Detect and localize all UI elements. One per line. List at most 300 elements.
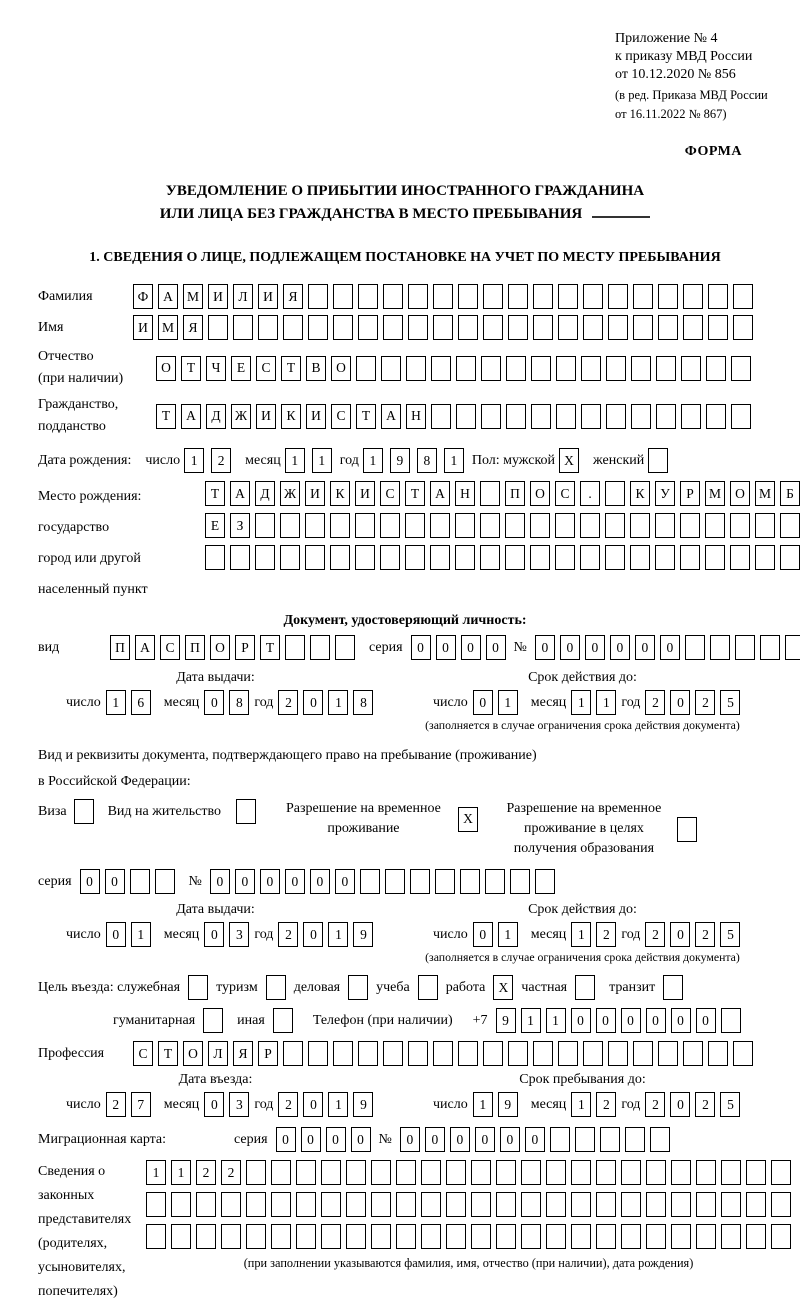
- char-cell[interactable]: 0: [106, 922, 126, 947]
- char-cell[interactable]: [321, 1224, 341, 1249]
- char-cell[interactable]: [460, 869, 480, 894]
- char-cell[interactable]: 8: [353, 690, 373, 715]
- char-cell[interactable]: [333, 284, 353, 309]
- char-cell[interactable]: [780, 545, 800, 570]
- char-cell[interactable]: Л: [208, 1041, 228, 1066]
- char-cell[interactable]: [433, 315, 453, 340]
- char-cell[interactable]: [171, 1224, 191, 1249]
- iddoc-kind-cells[interactable]: [110, 635, 355, 660]
- char-cell[interactable]: З: [230, 513, 250, 538]
- char-cell[interactable]: [246, 1160, 266, 1185]
- char-cell[interactable]: [600, 1127, 620, 1152]
- char-cell[interactable]: [583, 315, 603, 340]
- char-cell[interactable]: [155, 869, 175, 894]
- char-cell[interactable]: [380, 545, 400, 570]
- char-cell[interactable]: Б: [780, 481, 800, 506]
- char-cell[interactable]: И: [256, 404, 276, 429]
- char-cell[interactable]: 0: [326, 1127, 346, 1152]
- char-cell[interactable]: 7: [131, 1092, 151, 1117]
- char-cell[interactable]: О: [730, 481, 750, 506]
- char-cell[interactable]: [371, 1192, 391, 1217]
- char-cell[interactable]: [546, 1224, 566, 1249]
- char-cell[interactable]: 2: [645, 690, 665, 715]
- char-cell[interactable]: [731, 404, 751, 429]
- char-cell[interactable]: [596, 1224, 616, 1249]
- char-cell[interactable]: [360, 869, 380, 894]
- char-cell[interactable]: [658, 284, 678, 309]
- resdoc-number-cells[interactable]: [210, 869, 555, 894]
- char-cell[interactable]: [571, 1224, 591, 1249]
- char-cell[interactable]: [246, 1224, 266, 1249]
- char-cell[interactable]: [310, 635, 330, 660]
- char-cell[interactable]: [508, 284, 528, 309]
- char-cell[interactable]: 1: [184, 448, 204, 473]
- char-cell[interactable]: [630, 545, 650, 570]
- char-cell[interactable]: 0: [276, 1127, 296, 1152]
- char-cell[interactable]: [458, 1041, 478, 1066]
- char-cell[interactable]: [385, 869, 405, 894]
- char-cell[interactable]: [521, 1224, 541, 1249]
- stay-year-cells[interactable]: [645, 1092, 740, 1117]
- char-cell[interactable]: [683, 1041, 703, 1066]
- char-cell[interactable]: 0: [486, 635, 506, 660]
- char-cell[interactable]: А: [181, 404, 201, 429]
- char-cell[interactable]: Е: [231, 356, 251, 381]
- purpose-private-checkbox[interactable]: [575, 975, 595, 1000]
- char-cell[interactable]: [730, 545, 750, 570]
- char-cell[interactable]: [446, 1224, 466, 1249]
- char-cell[interactable]: [530, 513, 550, 538]
- stay-month-cells[interactable]: [571, 1092, 616, 1117]
- purpose-humanitarian-checkbox[interactable]: [203, 1008, 223, 1033]
- char-cell[interactable]: 0: [310, 869, 330, 894]
- char-cell[interactable]: И: [305, 481, 325, 506]
- char-cell[interactable]: [658, 315, 678, 340]
- char-cell[interactable]: [421, 1224, 441, 1249]
- char-cell[interactable]: С: [133, 1041, 153, 1066]
- char-cell[interactable]: [650, 1127, 670, 1152]
- char-cell[interactable]: 0: [351, 1127, 371, 1152]
- char-cell[interactable]: [255, 513, 275, 538]
- char-cell[interactable]: [221, 1192, 241, 1217]
- patronymic-cells[interactable]: [156, 356, 751, 381]
- char-cell[interactable]: 1: [328, 1092, 348, 1117]
- char-cell[interactable]: 0: [670, 690, 690, 715]
- char-cell[interactable]: [435, 869, 455, 894]
- char-cell[interactable]: 0: [670, 1092, 690, 1117]
- char-cell[interactable]: 0: [560, 635, 580, 660]
- char-cell[interactable]: Р: [680, 481, 700, 506]
- char-cell[interactable]: [506, 356, 526, 381]
- char-cell[interactable]: [308, 284, 328, 309]
- char-cell[interactable]: 0: [301, 1127, 321, 1152]
- char-cell[interactable]: [658, 1041, 678, 1066]
- char-cell[interactable]: 0: [450, 1127, 470, 1152]
- char-cell[interactable]: [246, 1192, 266, 1217]
- char-cell[interactable]: [556, 404, 576, 429]
- char-cell[interactable]: [458, 315, 478, 340]
- char-cell[interactable]: [746, 1192, 766, 1217]
- char-cell[interactable]: [546, 1192, 566, 1217]
- iddoc-series-cells[interactable]: [411, 635, 506, 660]
- visa-checkbox[interactable]: [74, 799, 94, 824]
- char-cell[interactable]: 8: [229, 690, 249, 715]
- char-cell[interactable]: 9: [498, 1092, 518, 1117]
- char-cell[interactable]: [171, 1192, 191, 1217]
- char-cell[interactable]: [471, 1224, 491, 1249]
- char-cell[interactable]: Д: [255, 481, 275, 506]
- char-cell[interactable]: К: [630, 481, 650, 506]
- char-cell[interactable]: [305, 545, 325, 570]
- char-cell[interactable]: 0: [475, 1127, 495, 1152]
- char-cell[interactable]: 0: [335, 869, 355, 894]
- char-cell[interactable]: 0: [436, 635, 456, 660]
- char-cell[interactable]: [480, 481, 500, 506]
- char-cell[interactable]: 9: [390, 448, 410, 473]
- char-cell[interactable]: 0: [596, 1008, 616, 1033]
- char-cell[interactable]: [535, 869, 555, 894]
- char-cell[interactable]: И: [306, 404, 326, 429]
- char-cell[interactable]: [605, 513, 625, 538]
- char-cell[interactable]: М: [158, 315, 178, 340]
- char-cell[interactable]: [483, 315, 503, 340]
- char-cell[interactable]: Т: [281, 356, 301, 381]
- char-cell[interactable]: [746, 1224, 766, 1249]
- char-cell[interactable]: 0: [400, 1127, 420, 1152]
- char-cell[interactable]: [721, 1008, 741, 1033]
- char-cell[interactable]: [533, 1041, 553, 1066]
- temp-permit-edu-checkbox[interactable]: [677, 817, 697, 842]
- citizenship-cells[interactable]: [156, 404, 751, 429]
- char-cell[interactable]: 0: [204, 922, 224, 947]
- char-cell[interactable]: [608, 315, 628, 340]
- char-cell[interactable]: [721, 1224, 741, 1249]
- char-cell[interactable]: 0: [80, 869, 100, 894]
- char-cell[interactable]: [330, 545, 350, 570]
- char-cell[interactable]: [346, 1160, 366, 1185]
- char-cell[interactable]: [421, 1160, 441, 1185]
- char-cell[interactable]: Т: [405, 481, 425, 506]
- char-cell[interactable]: [408, 315, 428, 340]
- char-cell[interactable]: [633, 315, 653, 340]
- char-cell[interactable]: [431, 404, 451, 429]
- char-cell[interactable]: 0: [635, 635, 655, 660]
- char-cell[interactable]: 1: [146, 1160, 166, 1185]
- reps-row1-cells[interactable]: [146, 1160, 791, 1185]
- char-cell[interactable]: 1: [521, 1008, 541, 1033]
- char-cell[interactable]: Д: [206, 404, 226, 429]
- temp-permit-checkbox[interactable]: X: [458, 807, 478, 832]
- char-cell[interactable]: [558, 1041, 578, 1066]
- char-cell[interactable]: [356, 356, 376, 381]
- char-cell[interactable]: 0: [303, 690, 323, 715]
- char-cell[interactable]: У: [655, 481, 675, 506]
- char-cell[interactable]: В: [306, 356, 326, 381]
- char-cell[interactable]: А: [230, 481, 250, 506]
- char-cell[interactable]: [481, 404, 501, 429]
- char-cell[interactable]: 0: [461, 635, 481, 660]
- char-cell[interactable]: [358, 284, 378, 309]
- entry-day-cells[interactable]: [106, 1092, 151, 1117]
- char-cell[interactable]: [631, 356, 651, 381]
- char-cell[interactable]: [431, 356, 451, 381]
- purpose-official-checkbox[interactable]: [188, 975, 208, 1000]
- char-cell[interactable]: [321, 1160, 341, 1185]
- char-cell[interactable]: 0: [610, 635, 630, 660]
- resdoc-issue-year-cells[interactable]: [278, 922, 373, 947]
- char-cell[interactable]: [421, 1192, 441, 1217]
- char-cell[interactable]: Ж: [280, 481, 300, 506]
- char-cell[interactable]: [130, 869, 150, 894]
- char-cell[interactable]: Т: [205, 481, 225, 506]
- char-cell[interactable]: Н: [455, 481, 475, 506]
- char-cell[interactable]: [621, 1224, 641, 1249]
- char-cell[interactable]: 0: [585, 635, 605, 660]
- char-cell[interactable]: 3: [229, 922, 249, 947]
- char-cell[interactable]: 1: [328, 690, 348, 715]
- char-cell[interactable]: 8: [417, 448, 437, 473]
- char-cell[interactable]: 0: [500, 1127, 520, 1152]
- iddoc-issue-year-cells[interactable]: [278, 690, 373, 715]
- char-cell[interactable]: [608, 1041, 628, 1066]
- char-cell[interactable]: [605, 545, 625, 570]
- char-cell[interactable]: [621, 1192, 641, 1217]
- char-cell[interactable]: [521, 1192, 541, 1217]
- char-cell[interactable]: [655, 545, 675, 570]
- char-cell[interactable]: Я: [233, 1041, 253, 1066]
- char-cell[interactable]: [308, 315, 328, 340]
- char-cell[interactable]: [655, 513, 675, 538]
- entry-month-cells[interactable]: [204, 1092, 249, 1117]
- phone-cells[interactable]: [496, 1008, 741, 1033]
- char-cell[interactable]: [533, 315, 553, 340]
- char-cell[interactable]: С: [160, 635, 180, 660]
- resdoc-expiry-month-cells[interactable]: [571, 922, 616, 947]
- char-cell[interactable]: [481, 356, 501, 381]
- char-cell[interactable]: [683, 284, 703, 309]
- char-cell[interactable]: И: [208, 284, 228, 309]
- char-cell[interactable]: 0: [204, 1092, 224, 1117]
- char-cell[interactable]: [483, 1041, 503, 1066]
- char-cell[interactable]: 1: [444, 448, 464, 473]
- char-cell[interactable]: 0: [204, 690, 224, 715]
- char-cell[interactable]: [583, 284, 603, 309]
- char-cell[interactable]: 1: [498, 922, 518, 947]
- char-cell[interactable]: [696, 1224, 716, 1249]
- char-cell[interactable]: К: [281, 404, 301, 429]
- char-cell[interactable]: 2: [278, 922, 298, 947]
- char-cell[interactable]: 5: [720, 922, 740, 947]
- char-cell[interactable]: И: [133, 315, 153, 340]
- birth-year-cells[interactable]: [363, 448, 464, 473]
- char-cell[interactable]: 0: [303, 922, 323, 947]
- char-cell[interactable]: 1: [596, 690, 616, 715]
- char-cell[interactable]: [708, 315, 728, 340]
- char-cell[interactable]: [685, 635, 705, 660]
- char-cell[interactable]: [146, 1224, 166, 1249]
- char-cell[interactable]: [383, 1041, 403, 1066]
- char-cell[interactable]: [646, 1160, 666, 1185]
- char-cell[interactable]: 1: [571, 1092, 591, 1117]
- char-cell[interactable]: 2: [695, 922, 715, 947]
- char-cell[interactable]: [255, 545, 275, 570]
- iddoc-expiry-year-cells[interactable]: [645, 690, 740, 715]
- birth-day-cells[interactable]: [184, 448, 231, 473]
- char-cell[interactable]: [483, 284, 503, 309]
- char-cell[interactable]: 1: [285, 448, 305, 473]
- iddoc-issue-day-cells[interactable]: [106, 690, 151, 715]
- surname-cells[interactable]: [133, 284, 753, 309]
- char-cell[interactable]: [221, 1224, 241, 1249]
- char-cell[interactable]: [708, 284, 728, 309]
- char-cell[interactable]: 1: [171, 1160, 191, 1185]
- char-cell[interactable]: [280, 513, 300, 538]
- purpose-business-checkbox[interactable]: [348, 975, 368, 1000]
- char-cell[interactable]: [531, 404, 551, 429]
- char-cell[interactable]: [346, 1224, 366, 1249]
- char-cell[interactable]: [731, 356, 751, 381]
- char-cell[interactable]: 9: [496, 1008, 516, 1033]
- char-cell[interactable]: 0: [660, 635, 680, 660]
- char-cell[interactable]: [555, 545, 575, 570]
- char-cell[interactable]: [205, 545, 225, 570]
- stay-day-cells[interactable]: [473, 1092, 518, 1117]
- char-cell[interactable]: [446, 1160, 466, 1185]
- char-cell[interactable]: [531, 356, 551, 381]
- char-cell[interactable]: О: [331, 356, 351, 381]
- reps-row2-cells[interactable]: [146, 1192, 791, 1217]
- char-cell[interactable]: А: [135, 635, 155, 660]
- char-cell[interactable]: [446, 1192, 466, 1217]
- char-cell[interactable]: [696, 1192, 716, 1217]
- char-cell[interactable]: 0: [260, 869, 280, 894]
- char-cell[interactable]: [430, 513, 450, 538]
- char-cell[interactable]: Н: [406, 404, 426, 429]
- char-cell[interactable]: [656, 404, 676, 429]
- char-cell[interactable]: [433, 1041, 453, 1066]
- char-cell[interactable]: [355, 513, 375, 538]
- char-cell[interactable]: [533, 284, 553, 309]
- char-cell[interactable]: Ч: [206, 356, 226, 381]
- char-cell[interactable]: [558, 284, 578, 309]
- char-cell[interactable]: Т: [260, 635, 280, 660]
- char-cell[interactable]: 6: [131, 690, 151, 715]
- char-cell[interactable]: 2: [221, 1160, 241, 1185]
- char-cell[interactable]: 2: [278, 690, 298, 715]
- char-cell[interactable]: [646, 1224, 666, 1249]
- char-cell[interactable]: [371, 1224, 391, 1249]
- sex-female-checkbox[interactable]: [648, 448, 668, 473]
- char-cell[interactable]: [146, 1192, 166, 1217]
- sex-male-checkbox[interactable]: X: [559, 448, 579, 473]
- char-cell[interactable]: [546, 1160, 566, 1185]
- char-cell[interactable]: [321, 1192, 341, 1217]
- char-cell[interactable]: [455, 513, 475, 538]
- char-cell[interactable]: С: [331, 404, 351, 429]
- char-cell[interactable]: [606, 356, 626, 381]
- char-cell[interactable]: 0: [425, 1127, 445, 1152]
- purpose-work-checkbox[interactable]: X: [493, 975, 513, 1000]
- char-cell[interactable]: [455, 545, 475, 570]
- char-cell[interactable]: [633, 284, 653, 309]
- char-cell[interactable]: 0: [670, 922, 690, 947]
- resdoc-series-cells[interactable]: [80, 869, 175, 894]
- char-cell[interactable]: [646, 1192, 666, 1217]
- char-cell[interactable]: [296, 1192, 316, 1217]
- char-cell[interactable]: [285, 635, 305, 660]
- char-cell[interactable]: О: [210, 635, 230, 660]
- char-cell[interactable]: Т: [356, 404, 376, 429]
- char-cell[interactable]: [621, 1160, 641, 1185]
- char-cell[interactable]: [556, 356, 576, 381]
- char-cell[interactable]: [680, 545, 700, 570]
- char-cell[interactable]: [271, 1192, 291, 1217]
- char-cell[interactable]: [485, 869, 505, 894]
- char-cell[interactable]: [396, 1224, 416, 1249]
- char-cell[interactable]: [283, 315, 303, 340]
- char-cell[interactable]: Т: [156, 404, 176, 429]
- char-cell[interactable]: [358, 1041, 378, 1066]
- char-cell[interactable]: [550, 1127, 570, 1152]
- char-cell[interactable]: [571, 1192, 591, 1217]
- char-cell[interactable]: К: [330, 481, 350, 506]
- char-cell[interactable]: [208, 315, 228, 340]
- char-cell[interactable]: [735, 635, 755, 660]
- char-cell[interactable]: Т: [158, 1041, 178, 1066]
- char-cell[interactable]: [771, 1160, 791, 1185]
- char-cell[interactable]: [233, 315, 253, 340]
- char-cell[interactable]: 0: [285, 869, 305, 894]
- char-cell[interactable]: 0: [671, 1008, 691, 1033]
- char-cell[interactable]: [631, 404, 651, 429]
- char-cell[interactable]: [380, 513, 400, 538]
- char-cell[interactable]: [521, 1160, 541, 1185]
- char-cell[interactable]: 0: [571, 1008, 591, 1033]
- char-cell[interactable]: И: [258, 284, 278, 309]
- char-cell[interactable]: 0: [696, 1008, 716, 1033]
- birthplace-row3-cells[interactable]: [205, 545, 800, 570]
- char-cell[interactable]: [721, 1192, 741, 1217]
- char-cell[interactable]: [381, 356, 401, 381]
- char-cell[interactable]: [760, 635, 780, 660]
- char-cell[interactable]: [508, 1041, 528, 1066]
- char-cell[interactable]: [596, 1160, 616, 1185]
- char-cell[interactable]: [671, 1160, 691, 1185]
- char-cell[interactable]: 2: [196, 1160, 216, 1185]
- char-cell[interactable]: [706, 356, 726, 381]
- char-cell[interactable]: [785, 635, 800, 660]
- char-cell[interactable]: [271, 1160, 291, 1185]
- char-cell[interactable]: [196, 1192, 216, 1217]
- resdoc-expiry-year-cells[interactable]: [645, 922, 740, 947]
- char-cell[interactable]: 0: [473, 690, 493, 715]
- char-cell[interactable]: [683, 315, 703, 340]
- char-cell[interactable]: П: [110, 635, 130, 660]
- char-cell[interactable]: [480, 513, 500, 538]
- char-cell[interactable]: 5: [720, 690, 740, 715]
- char-cell[interactable]: 9: [353, 1092, 373, 1117]
- char-cell[interactable]: Я: [183, 315, 203, 340]
- name-cells[interactable]: [133, 315, 753, 340]
- char-cell[interactable]: 2: [106, 1092, 126, 1117]
- char-cell[interactable]: [408, 284, 428, 309]
- purpose-study-checkbox[interactable]: [418, 975, 438, 1000]
- purpose-tourism-checkbox[interactable]: [266, 975, 286, 1000]
- char-cell[interactable]: 0: [303, 1092, 323, 1117]
- char-cell[interactable]: [346, 1192, 366, 1217]
- char-cell[interactable]: [505, 545, 525, 570]
- char-cell[interactable]: [508, 315, 528, 340]
